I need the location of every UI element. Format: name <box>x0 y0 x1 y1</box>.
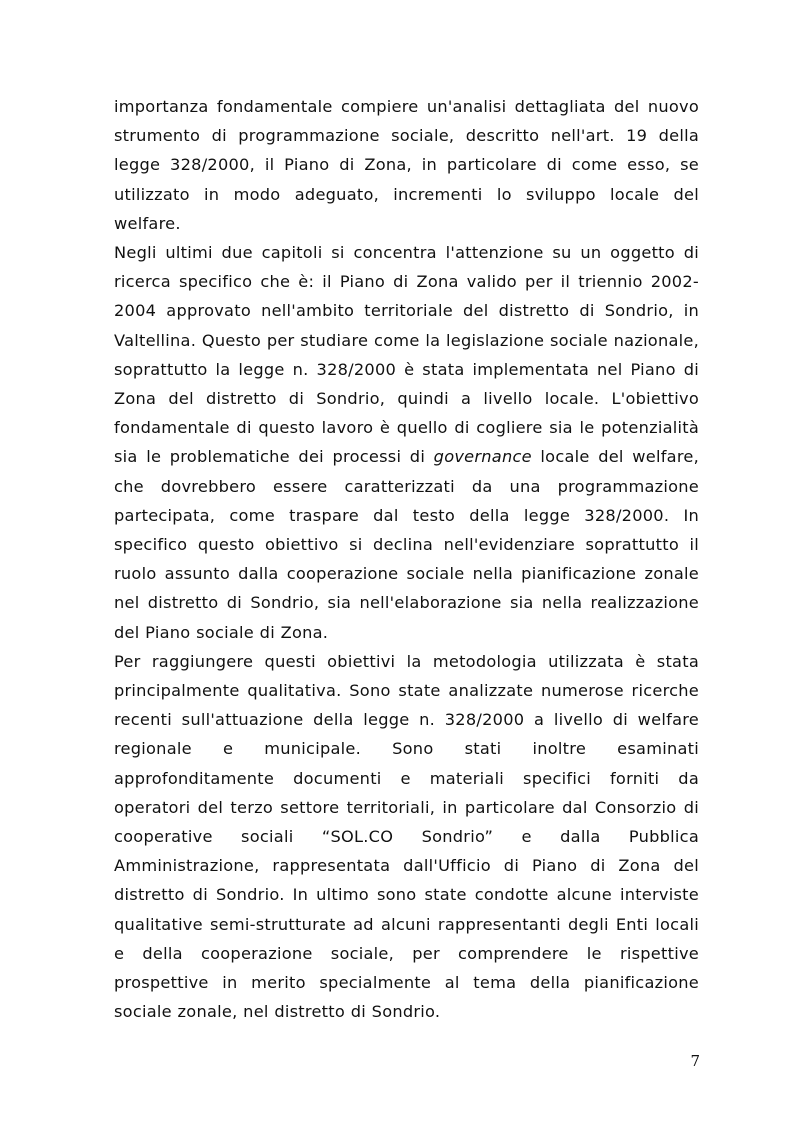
paragraph-text: importanza fondamentale compiere un'analisi dettagliata del nuovo strumento di programmazione sociale, descritto nell'art. 19 della legge 328/2000, il Piano di Zona, in particolare di come esso, se utilizzato in modo adeguato, incrementi lo sviluppo locale del welfare. <box>114 97 699 233</box>
emphasized-term-governance: governance <box>433 447 532 467</box>
paragraph-text: Negli ultimi due capitoli si concentra l'attenzione su un oggetto di ricerca specifico che è: il Piano di Zona valido per il triennio 2002-2004 approvato nell'ambito territoriale del distretto di Sondrio, in Valtellina. Questo per studiare come la legislazione sociale nazionale, soprattutto la legge n. 328/2000 è stata implementata nel Piano di Zona del distretto di Sondrio, quindi a livello locale. L'obiettivo fondamentale di questo lavoro è quello di cogliere sia le potenzialità sia le problematiche dei processi di <box>114 243 699 467</box>
page-number: 7 <box>690 1052 700 1070</box>
paragraph-text: locale del welfare, che dovrebbero essere caratterizzati da una programmazione partecipata, come traspare dal testo della legge 328/2000. In specifico questo obiettivo si declina nell'evidenziare soprattutto il ruolo assunto dalla cooperazione sociale nella pianificazione zonale nel distretto di Sondrio, sia nell'elaborazione sia nella realizzazione del Piano sociale di Zona. <box>114 447 699 642</box>
paragraph-research-object <box>114 238 699 647</box>
paragraph-text: Per raggiungere questi obiettivi la metodologia utilizzata è stata principalmente qualitativa. Sono state analizzate numerose ricerche recenti sull'attuazione della legge n. 328/2000 a livello di welfare regionale e municipale. Sono stati inoltre esaminati approfonditamente documenti e materiali specifici forniti da operatori del terzo settore territoriali, in particolare dal Consorzio di cooperative sociali “SOL.CO Sondrio” e dalla Pubblica Amministrazione, rappresentata dall'Ufficio di Piano di Zona del distretto di Sondrio. In ultimo sono state condotte alcune interviste qualitative semi-strutturate ad alcuni rappresentanti degli Enti locali e della cooperazione sociale, per comprendere le rispettive prospettive in merito specialmente al tema della pianificazione sociale zonale, nel distretto di Sondrio. <box>114 651 699 1022</box>
body-text <box>114 92 699 1027</box>
paragraph-intro-continuation <box>114 92 699 238</box>
paragraph-methodology <box>114 647 699 1027</box>
